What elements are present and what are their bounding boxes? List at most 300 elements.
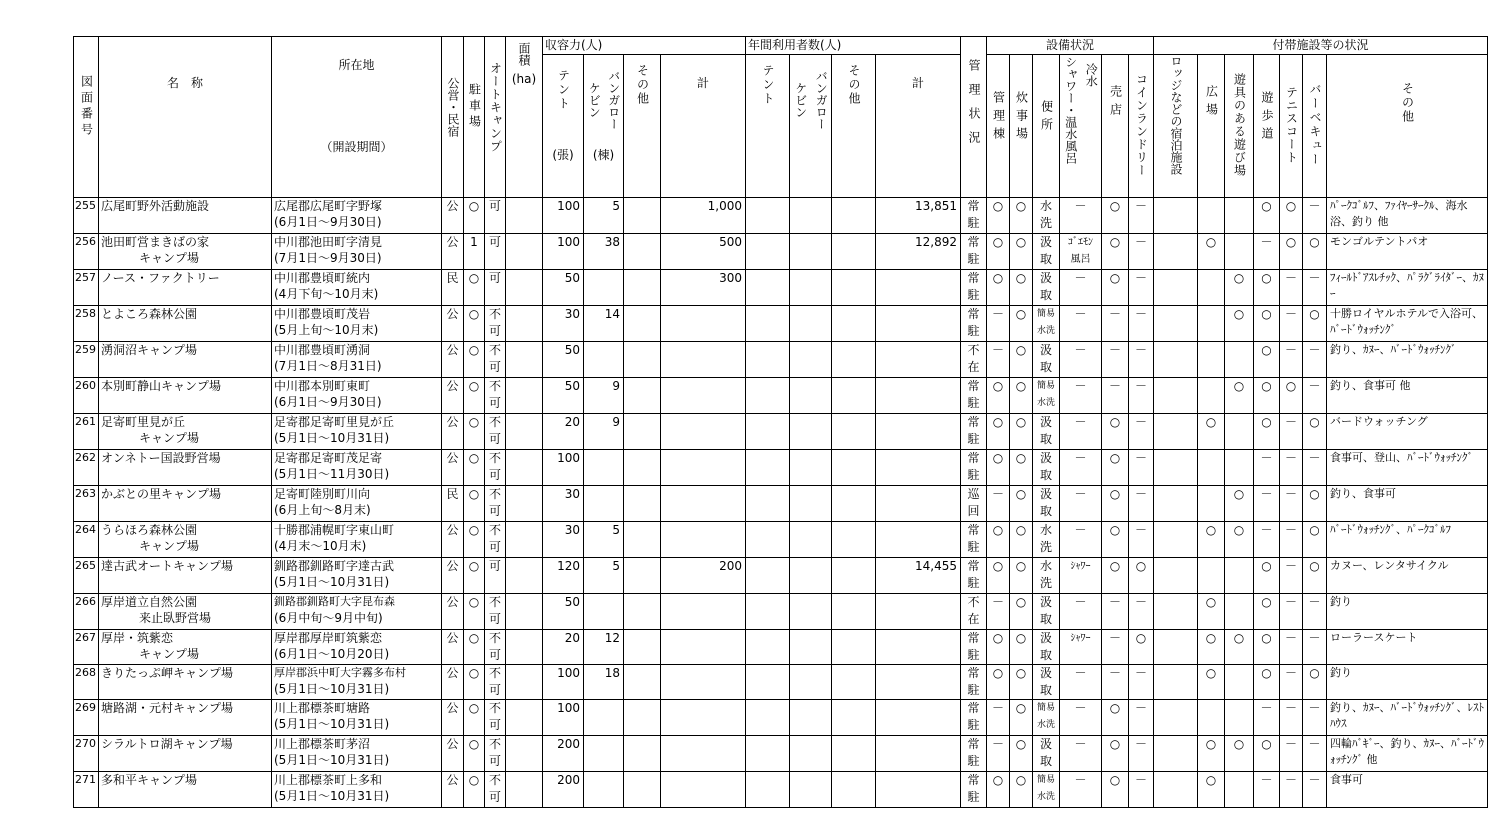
row-shop: ○ xyxy=(1102,414,1129,450)
row-other: ﾊﾟｰｸｺﾞﾙﾌ、ﾌｧｲﾔｰｻｰｸﾙ、海水浴、釣り 他 xyxy=(1327,198,1488,234)
row-area xyxy=(506,450,543,486)
header-ann-tent: テント xyxy=(746,55,790,198)
row-bbq: － xyxy=(1303,198,1327,234)
row-cap-other xyxy=(624,234,661,270)
row-laundry: － xyxy=(1129,270,1154,306)
row-cap-other xyxy=(624,378,661,414)
row-ann-tent xyxy=(746,486,790,522)
row-shop: ○ xyxy=(1102,198,1129,234)
row-cap-bungalow: 12 xyxy=(584,630,624,665)
row-laundry: － xyxy=(1129,594,1154,630)
row-location: 川上郡標茶町上多和 (5月1日～10月31日) xyxy=(272,772,442,808)
row-public: 公 xyxy=(442,234,464,270)
row-autocamp: 不 可 xyxy=(485,522,506,558)
row-laundry: － xyxy=(1129,486,1154,522)
table-row xyxy=(74,270,1488,306)
row-number: 258 xyxy=(74,306,99,342)
row-cap-tent: 100 xyxy=(543,450,584,486)
row-location: 足寄町陸別町川向 (6月上旬～8月末) xyxy=(272,486,442,522)
row-number: 261 xyxy=(74,414,99,450)
row-shop: － xyxy=(1102,306,1129,342)
row-location: 厚岸郡厚岸町筑紫恋 (6月1日～10月20日) xyxy=(272,630,442,665)
row-bbq: ○ xyxy=(1303,486,1327,522)
row-parking: ○ xyxy=(464,522,485,558)
row-other: 釣り、ｶﾇｰ、ﾊﾞｰﾄﾞｳｫｯﾁﾝｸﾞ、ﾚｽﾄﾊｳｽ xyxy=(1327,700,1488,736)
row-location: 中川郡本別町東町 (6月1日～9月30日) xyxy=(272,378,442,414)
row-kitchen: ○ xyxy=(1010,736,1033,772)
row-cap-other xyxy=(624,342,661,378)
row-location: 釧路郡釧路町大字昆布森 (6月中旬～9月中旬) xyxy=(272,594,442,630)
row-cap-tent: 120 xyxy=(543,558,584,594)
row-cap-total xyxy=(661,378,746,414)
row-mgmt: 常 駐 xyxy=(961,772,987,808)
row-other: モンゴルテントパオ xyxy=(1327,234,1488,270)
row-autocamp: 不 可 xyxy=(485,378,506,414)
row-kitchen: ○ xyxy=(1010,270,1033,306)
row-office: ○ xyxy=(987,198,1010,234)
row-autocamp: 不 可 xyxy=(485,486,506,522)
row-public: 公 xyxy=(442,378,464,414)
row-ann-tent xyxy=(746,378,790,414)
row-play xyxy=(1225,342,1254,378)
row-number: 269 xyxy=(74,700,99,736)
row-toilet: 簡易 水洗 xyxy=(1033,306,1060,342)
row-area xyxy=(506,772,543,808)
row-cap-other xyxy=(624,486,661,522)
row-area xyxy=(506,198,543,234)
row-walk: ○ xyxy=(1254,594,1280,630)
row-lodge xyxy=(1154,342,1198,378)
row-tennis: － xyxy=(1280,665,1303,700)
row-mgmt: 不 在 xyxy=(961,594,987,630)
row-laundry: － xyxy=(1129,665,1154,700)
row-location: 釧路郡釧路町字達古武 (5月1日～10月31日) xyxy=(272,558,442,594)
row-other: 釣り、食事可 xyxy=(1327,486,1488,522)
table-row xyxy=(74,414,1488,450)
row-name: 広尾町野外活動施設 xyxy=(99,198,272,234)
row-square xyxy=(1198,270,1225,306)
row-public: 公 xyxy=(442,414,464,450)
row-lodge xyxy=(1154,558,1198,594)
row-tennis: － xyxy=(1280,630,1303,665)
row-number: 260 xyxy=(74,378,99,414)
header-parking: 駐車場 xyxy=(464,37,485,198)
row-area xyxy=(506,522,543,558)
row-lodge xyxy=(1154,414,1198,450)
row-toilet: 汲 取 xyxy=(1033,270,1060,306)
row-ann-tent xyxy=(746,630,790,665)
row-area xyxy=(506,630,543,665)
row-parking: ○ xyxy=(464,594,485,630)
row-toilet: 水 洗 xyxy=(1033,522,1060,558)
header-cap-other: その他 xyxy=(624,55,661,198)
row-other: バードウォッチング xyxy=(1327,414,1488,450)
row-ann-tent xyxy=(746,700,790,736)
row-name: 湧洞沼キャンプ場 xyxy=(99,342,272,378)
row-location: 足寄郡足寄町茂足寄 (5月1日～11月30日) xyxy=(272,450,442,486)
row-shower: － xyxy=(1060,700,1102,736)
row-ann-other xyxy=(832,414,876,450)
row-cap-bungalow: 14 xyxy=(584,306,624,342)
row-number: 268 xyxy=(74,665,99,700)
row-ann-total: 12,892 xyxy=(876,234,961,270)
row-mgmt: 常 駐 xyxy=(961,270,987,306)
header-a-tennis: テニスコート xyxy=(1280,55,1303,198)
row-walk: － xyxy=(1254,450,1280,486)
row-cap-other xyxy=(624,450,661,486)
row-name: 厚岸道立自然公園 来止臥野営場 xyxy=(99,594,272,630)
table-row xyxy=(74,198,1488,234)
row-ann-tent xyxy=(746,665,790,700)
row-other: ローラースケート xyxy=(1327,630,1488,665)
header-ann-bungalow: ケビン バンガロー xyxy=(790,55,832,198)
row-tennis: － xyxy=(1280,342,1303,378)
row-office: ○ xyxy=(987,378,1010,414)
row-walk: － xyxy=(1254,522,1280,558)
row-shower: － xyxy=(1060,594,1102,630)
row-tennis: － xyxy=(1280,522,1303,558)
row-autocamp: 可 xyxy=(485,198,506,234)
row-cap-bungalow xyxy=(584,342,624,378)
row-name: 塘路湖・元村キャンプ場 xyxy=(99,700,272,736)
row-cap-total xyxy=(661,772,746,808)
row-shower: ｺﾞｴﾓﾝ 風呂 xyxy=(1060,234,1102,270)
table-body xyxy=(74,198,1488,808)
row-public: 公 xyxy=(442,630,464,665)
row-shop: － xyxy=(1102,594,1129,630)
row-lodge xyxy=(1154,665,1198,700)
row-kitchen: ○ xyxy=(1010,522,1033,558)
row-laundry: ○ xyxy=(1129,630,1154,665)
row-shop: － xyxy=(1102,342,1129,378)
row-cap-total xyxy=(661,630,746,665)
row-ann-tent xyxy=(746,342,790,378)
header-f-office: 管理棟 xyxy=(987,55,1010,198)
row-kitchen: ○ xyxy=(1010,306,1033,342)
row-autocamp: 不 可 xyxy=(485,772,506,808)
row-walk: ○ xyxy=(1254,198,1280,234)
row-cap-bungalow: 9 xyxy=(584,414,624,450)
row-cap-tent: 20 xyxy=(543,414,584,450)
row-number: 257 xyxy=(74,270,99,306)
row-cap-total: 300 xyxy=(661,270,746,306)
row-walk: ○ xyxy=(1254,736,1280,772)
row-ann-bungalow xyxy=(790,665,832,700)
row-public: 公 xyxy=(442,736,464,772)
row-ann-bungalow xyxy=(790,270,832,306)
row-kitchen: ○ xyxy=(1010,198,1033,234)
row-cap-bungalow xyxy=(584,594,624,630)
row-toilet: 汲 取 xyxy=(1033,736,1060,772)
row-shower: － xyxy=(1060,665,1102,700)
row-office: － xyxy=(987,736,1010,772)
header-f-kitchen: 炊事場 xyxy=(1010,55,1033,198)
row-cap-tent: 200 xyxy=(543,736,584,772)
row-public: 公 xyxy=(442,665,464,700)
header-facilities: 設備状況 xyxy=(987,37,1154,55)
row-area xyxy=(506,700,543,736)
row-name: オンネトー国設野営場 xyxy=(99,450,272,486)
row-kitchen: ○ xyxy=(1010,450,1033,486)
row-kitchen: ○ xyxy=(1010,486,1033,522)
row-ann-total xyxy=(876,486,961,522)
row-bbq: ○ xyxy=(1303,558,1327,594)
row-ann-tent xyxy=(746,450,790,486)
row-ann-other xyxy=(832,234,876,270)
row-public: 公 xyxy=(442,700,464,736)
row-ann-bungalow xyxy=(790,700,832,736)
campsite-table xyxy=(73,36,1488,808)
row-shower: ｼｬﾜｰ xyxy=(1060,558,1102,594)
row-ann-total xyxy=(876,378,961,414)
row-name: 厚岸・筑紫恋 キャンプ場 xyxy=(99,630,272,665)
row-office: － xyxy=(987,306,1010,342)
row-shower: － xyxy=(1060,414,1102,450)
row-cap-tent: 50 xyxy=(543,378,584,414)
row-ann-total xyxy=(876,306,961,342)
row-ann-other xyxy=(832,306,876,342)
row-shower: － xyxy=(1060,486,1102,522)
row-shower: － xyxy=(1060,270,1102,306)
row-laundry: ○ xyxy=(1129,558,1154,594)
row-square: ○ xyxy=(1198,234,1225,270)
row-other: 釣り、ｶﾇｰ、ﾊﾞｰﾄﾞｳｫｯﾁﾝｸﾞ xyxy=(1327,342,1488,378)
header-a-bbq: バーベキュー xyxy=(1303,55,1327,198)
row-ann-other xyxy=(832,198,876,234)
row-location: 十勝郡浦幌町字東山町 (4月末～10月末) xyxy=(272,522,442,558)
table-row xyxy=(74,234,1488,270)
row-ann-bungalow xyxy=(790,558,832,594)
row-ann-bungalow xyxy=(790,594,832,630)
row-cap-tent: 100 xyxy=(543,198,584,234)
row-square: ○ xyxy=(1198,736,1225,772)
row-lodge xyxy=(1154,198,1198,234)
row-ann-total xyxy=(876,736,961,772)
row-ann-other xyxy=(832,630,876,665)
row-toilet: 汲 取 xyxy=(1033,450,1060,486)
header-zumen: 図面番号 xyxy=(74,37,99,198)
row-lodge xyxy=(1154,486,1198,522)
row-laundry: － xyxy=(1129,522,1154,558)
row-cap-bungalow xyxy=(584,700,624,736)
row-other: ﾊﾞｰﾄﾞｳｫｯﾁﾝｸﾞ、ﾊﾟｰｸｺﾞﾙﾌ xyxy=(1327,522,1488,558)
row-location: 広尾郡広尾町字野塚 (6月1日～9月30日) xyxy=(272,198,442,234)
row-kitchen: ○ xyxy=(1010,594,1033,630)
row-tennis: － xyxy=(1280,486,1303,522)
row-shop: － xyxy=(1102,378,1129,414)
row-area xyxy=(506,736,543,772)
row-other: カヌー、レンタサイクル xyxy=(1327,558,1488,594)
row-walk: ○ xyxy=(1254,558,1280,594)
row-shop: － xyxy=(1102,665,1129,700)
row-ann-tent xyxy=(746,558,790,594)
row-bbq: － xyxy=(1303,594,1327,630)
row-cap-total xyxy=(661,522,746,558)
header-f-shop: 売店 xyxy=(1102,55,1129,198)
row-toilet: 簡易 水洗 xyxy=(1033,378,1060,414)
row-public: 公 xyxy=(442,594,464,630)
row-walk: － xyxy=(1254,234,1280,270)
row-other: 食事可、登山、ﾊﾞｰﾄﾞｳｫｯﾁﾝｸﾞ xyxy=(1327,450,1488,486)
row-walk: － xyxy=(1254,772,1280,808)
row-cap-bungalow: 9 xyxy=(584,378,624,414)
row-other: 釣り、食事可 他 xyxy=(1327,378,1488,414)
row-kitchen: ○ xyxy=(1010,665,1033,700)
row-bbq: － xyxy=(1303,630,1327,665)
row-office: ○ xyxy=(987,234,1010,270)
row-area xyxy=(506,306,543,342)
row-shop: ○ xyxy=(1102,558,1129,594)
row-cap-tent: 20 xyxy=(543,630,584,665)
row-public: 公 xyxy=(442,558,464,594)
row-area xyxy=(506,414,543,450)
row-ann-total xyxy=(876,772,961,808)
header-location: 所在地 （開設期間） xyxy=(272,37,442,198)
row-shower: － xyxy=(1060,736,1102,772)
row-kitchen: ○ xyxy=(1010,700,1033,736)
row-lodge xyxy=(1154,594,1198,630)
row-cap-total xyxy=(661,736,746,772)
row-tennis: ○ xyxy=(1280,234,1303,270)
row-autocamp: 不 可 xyxy=(485,630,506,665)
row-cap-other xyxy=(624,665,661,700)
row-bbq: － xyxy=(1303,772,1327,808)
row-location: 中川郡豊頃町統内 (4月下旬～10月末) xyxy=(272,270,442,306)
row-toilet: 簡易 水洗 xyxy=(1033,772,1060,808)
row-shower: － xyxy=(1060,306,1102,342)
row-parking: 1 xyxy=(464,234,485,270)
row-number: 259 xyxy=(74,342,99,378)
row-public: 公 xyxy=(442,772,464,808)
row-autocamp: 可 xyxy=(485,234,506,270)
row-office: ○ xyxy=(987,414,1010,450)
row-autocamp: 不 可 xyxy=(485,342,506,378)
row-number: 256 xyxy=(74,234,99,270)
row-cap-tent: 100 xyxy=(543,234,584,270)
row-parking: ○ xyxy=(464,486,485,522)
row-area xyxy=(506,234,543,270)
row-ann-bungalow xyxy=(790,342,832,378)
row-shower: － xyxy=(1060,198,1102,234)
row-ann-tent xyxy=(746,234,790,270)
header-mgmt: 管理状況 xyxy=(961,37,987,198)
row-square: ○ xyxy=(1198,630,1225,665)
row-public: 公 xyxy=(442,450,464,486)
row-ann-other xyxy=(832,665,876,700)
row-area xyxy=(506,594,543,630)
row-tennis: － xyxy=(1280,414,1303,450)
row-number: 267 xyxy=(74,630,99,665)
row-toilet: 汲 取 xyxy=(1033,234,1060,270)
row-kitchen: ○ xyxy=(1010,630,1033,665)
row-name: ノース・ファクトリー xyxy=(99,270,272,306)
row-kitchen: ○ xyxy=(1010,378,1033,414)
row-walk: － xyxy=(1254,486,1280,522)
row-mgmt: 常 駐 xyxy=(961,665,987,700)
row-parking: ○ xyxy=(464,772,485,808)
row-parking: ○ xyxy=(464,665,485,700)
row-laundry: － xyxy=(1129,414,1154,450)
row-number: 262 xyxy=(74,450,99,486)
row-walk: ○ xyxy=(1254,414,1280,450)
row-name: 池田町営まきばの家 キャンプ場 xyxy=(99,234,272,270)
row-other: 十勝ロイヤルホテルで入浴可、ﾊﾞｰﾄﾞｳｫｯﾁﾝｸﾞ xyxy=(1327,306,1488,342)
row-lodge xyxy=(1154,378,1198,414)
row-bbq: ○ xyxy=(1303,414,1327,450)
row-play xyxy=(1225,700,1254,736)
row-toilet: 汲 取 xyxy=(1033,665,1060,700)
row-toilet: 簡易 水洗 xyxy=(1033,700,1060,736)
row-walk: ○ xyxy=(1254,342,1280,378)
row-office: ○ xyxy=(987,270,1010,306)
row-lodge xyxy=(1154,234,1198,270)
row-ann-tent xyxy=(746,306,790,342)
row-ann-bungalow xyxy=(790,736,832,772)
row-area xyxy=(506,342,543,378)
row-name: とよころ森林公園 xyxy=(99,306,272,342)
row-office: － xyxy=(987,342,1010,378)
row-cap-total: 200 xyxy=(661,558,746,594)
row-mgmt: 常 駐 xyxy=(961,736,987,772)
row-ann-bungalow xyxy=(790,414,832,450)
row-location: 足寄郡足寄町里見が丘 (5月1日～10月31日) xyxy=(272,414,442,450)
row-kitchen: ○ xyxy=(1010,558,1033,594)
header-cap-total: 計 xyxy=(661,55,746,198)
row-ann-other xyxy=(832,558,876,594)
row-toilet: 水 洗 xyxy=(1033,558,1060,594)
row-square xyxy=(1198,198,1225,234)
row-play xyxy=(1225,234,1254,270)
row-ann-total xyxy=(876,630,961,665)
row-ann-other xyxy=(832,450,876,486)
table-row xyxy=(74,700,1488,736)
row-cap-other xyxy=(624,270,661,306)
row-bbq: － xyxy=(1303,450,1327,486)
row-laundry: － xyxy=(1129,700,1154,736)
row-cap-other xyxy=(624,198,661,234)
row-number: 255 xyxy=(74,198,99,234)
row-ann-bungalow xyxy=(790,198,832,234)
table-row xyxy=(74,594,1488,630)
row-location: 川上郡標茶町塘路 (5月1日～10月31日) xyxy=(272,700,442,736)
row-number: 265 xyxy=(74,558,99,594)
row-shower: － xyxy=(1060,342,1102,378)
row-shop: ○ xyxy=(1102,736,1129,772)
header-a-square: 広場 xyxy=(1198,55,1225,198)
row-cap-other xyxy=(624,558,661,594)
header-cap-bungalow: ケビン バンガロー (棟) xyxy=(584,55,624,198)
row-cap-bungalow: 18 xyxy=(584,665,624,700)
row-ann-total xyxy=(876,270,961,306)
row-toilet: 汲 取 xyxy=(1033,630,1060,665)
row-walk: － xyxy=(1254,700,1280,736)
row-autocamp: 可 xyxy=(485,270,506,306)
row-mgmt: 常 駐 xyxy=(961,630,987,665)
row-play: ○ xyxy=(1225,522,1254,558)
row-square: ○ xyxy=(1198,414,1225,450)
row-parking: ○ xyxy=(464,414,485,450)
row-toilet: 汲 取 xyxy=(1033,486,1060,522)
row-cap-total xyxy=(661,594,746,630)
row-lodge xyxy=(1154,736,1198,772)
row-name: きりたっぷ岬キャンプ場 xyxy=(99,665,272,700)
row-lodge xyxy=(1154,450,1198,486)
row-name: シラルトロ湖キャンプ場 xyxy=(99,736,272,772)
row-cap-tent: 50 xyxy=(543,342,584,378)
row-play xyxy=(1225,198,1254,234)
row-laundry: － xyxy=(1129,736,1154,772)
row-cap-bungalow xyxy=(584,486,624,522)
